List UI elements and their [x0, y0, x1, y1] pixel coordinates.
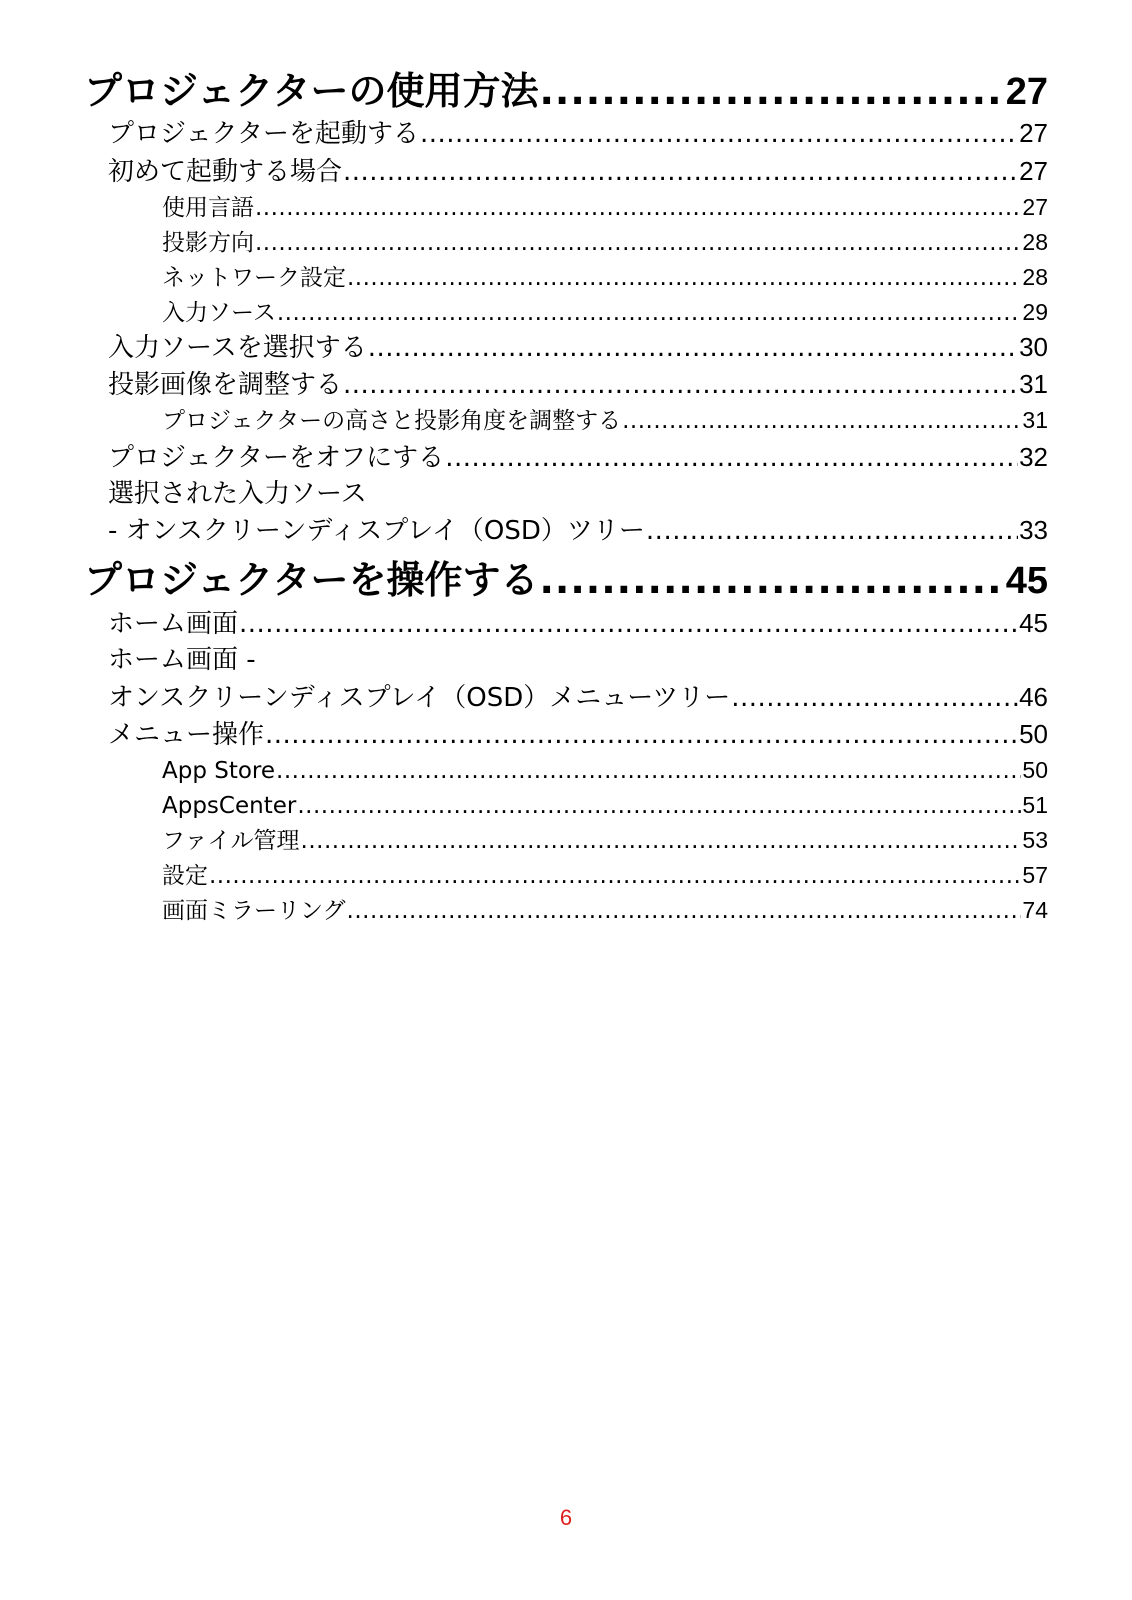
dot-leader: [209, 861, 1021, 891]
dot-leader: [255, 193, 1021, 223]
toc-title: - オンスクリーンディスプレイ（OSD）ツリー: [108, 516, 645, 546]
toc-page: 53: [1022, 827, 1048, 853]
dot-leader: [420, 117, 1018, 151]
toc-page: 32: [1019, 442, 1048, 472]
toc-page: 45: [1019, 608, 1048, 638]
toc-subentry[interactable]: [162, 262, 1048, 293]
toc-page: 27: [1019, 118, 1048, 148]
dot-leader: [297, 791, 1021, 821]
toc-page: 27: [1005, 71, 1048, 113]
toc-section-1[interactable]: [84, 68, 1048, 115]
dot-leader: [343, 155, 1018, 189]
dot-leader: [368, 331, 1018, 365]
toc-title: 投影画像を調整する: [108, 370, 343, 400]
dot-leader: [445, 441, 1018, 475]
toc-entry[interactable]: [108, 606, 1048, 641]
dot-leader: [731, 681, 1018, 715]
toc-subentry[interactable]: [162, 790, 1048, 821]
dot-leader: [276, 756, 1021, 786]
toc-page: 50: [1019, 719, 1048, 749]
toc-page: 27: [1019, 156, 1048, 186]
toc-subentry[interactable]: [162, 405, 1048, 436]
toc-page: 27: [1022, 194, 1048, 220]
toc-title: 使用言語: [162, 195, 254, 221]
toc-entry[interactable]: [108, 680, 1048, 715]
toc-entry[interactable]: [108, 513, 1048, 548]
toc-title: 投影方向: [162, 230, 254, 256]
dot-leader: [646, 514, 1018, 548]
toc-title: プロジェクターの高さと投影角度を調整する: [162, 408, 622, 434]
toc-title: 入力ソース: [162, 300, 276, 326]
toc-subentry[interactable]: [162, 192, 1048, 223]
toc-subentry[interactable]: [162, 227, 1048, 258]
toc-entry-line1[interactable]: ホーム画面 -: [108, 645, 256, 675]
toc-title: ホーム画面: [108, 609, 239, 639]
toc-title: プロジェクターを操作する: [84, 558, 539, 602]
toc-title: ネットワーク設定: [162, 265, 346, 291]
dot-leader: [539, 557, 1004, 603]
toc-page: 33: [1019, 515, 1048, 545]
toc-subentry[interactable]: [162, 860, 1048, 891]
toc-subentry[interactable]: [162, 297, 1048, 328]
toc-page: 50: [1022, 757, 1048, 783]
toc-entry[interactable]: [108, 330, 1048, 365]
page-number: 6: [559, 1505, 573, 1530]
toc-page: 28: [1022, 264, 1048, 290]
toc-page: 31: [1022, 407, 1048, 433]
toc-section-2[interactable]: [84, 557, 1048, 604]
dot-leader: [255, 228, 1021, 258]
toc-page: 74: [1022, 897, 1048, 923]
toc-title: オンスクリーンディスプレイ（OSD）メニューツリー: [108, 683, 731, 713]
toc-subentry[interactable]: [162, 825, 1048, 856]
toc-page: 29: [1022, 299, 1048, 325]
toc-title: AppsCenter: [162, 793, 297, 819]
dot-leader: [347, 896, 1022, 926]
dot-leader: [347, 263, 1021, 293]
toc-title: 設定: [162, 863, 208, 889]
toc-title: プロジェクターをオフにする: [108, 443, 445, 473]
toc-entry[interactable]: [108, 367, 1048, 402]
toc-title: 初めて起動する場合: [108, 157, 343, 187]
dot-leader: [239, 607, 1018, 641]
toc-entry-line1[interactable]: 選択された入力ソース: [108, 479, 367, 509]
toc-page: 46: [1019, 682, 1048, 712]
toc-entry[interactable]: [108, 717, 1048, 752]
toc-page: 28: [1022, 229, 1048, 255]
toc-page: 51: [1022, 792, 1048, 818]
toc-title: プロジェクターを起動する: [108, 119, 419, 149]
toc-entry[interactable]: [108, 116, 1048, 151]
dot-leader: [277, 298, 1022, 328]
dot-leader: [301, 826, 1022, 856]
toc-title: 画面ミラーリング: [162, 898, 346, 924]
dot-leader: [622, 406, 1021, 436]
dot-leader: [265, 718, 1018, 752]
toc-page: 30: [1019, 332, 1048, 362]
dot-leader: [343, 368, 1018, 402]
toc-page: 57: [1022, 862, 1048, 888]
toc-page: 45: [1005, 560, 1048, 602]
toc-subentry[interactable]: [162, 755, 1048, 786]
toc-subentry[interactable]: [162, 895, 1048, 926]
toc-title: ファイル管理: [162, 828, 300, 854]
toc-entry[interactable]: [108, 440, 1048, 475]
toc-title: 入力ソースを選択する: [108, 333, 367, 363]
toc-page: 31: [1019, 369, 1048, 399]
dot-leader: [539, 68, 1004, 114]
toc-title: プロジェクターの使用方法: [84, 69, 539, 113]
toc-title: App Store: [162, 758, 276, 784]
toc-title: メニュー操作: [108, 720, 265, 750]
toc-entry[interactable]: [108, 154, 1048, 189]
